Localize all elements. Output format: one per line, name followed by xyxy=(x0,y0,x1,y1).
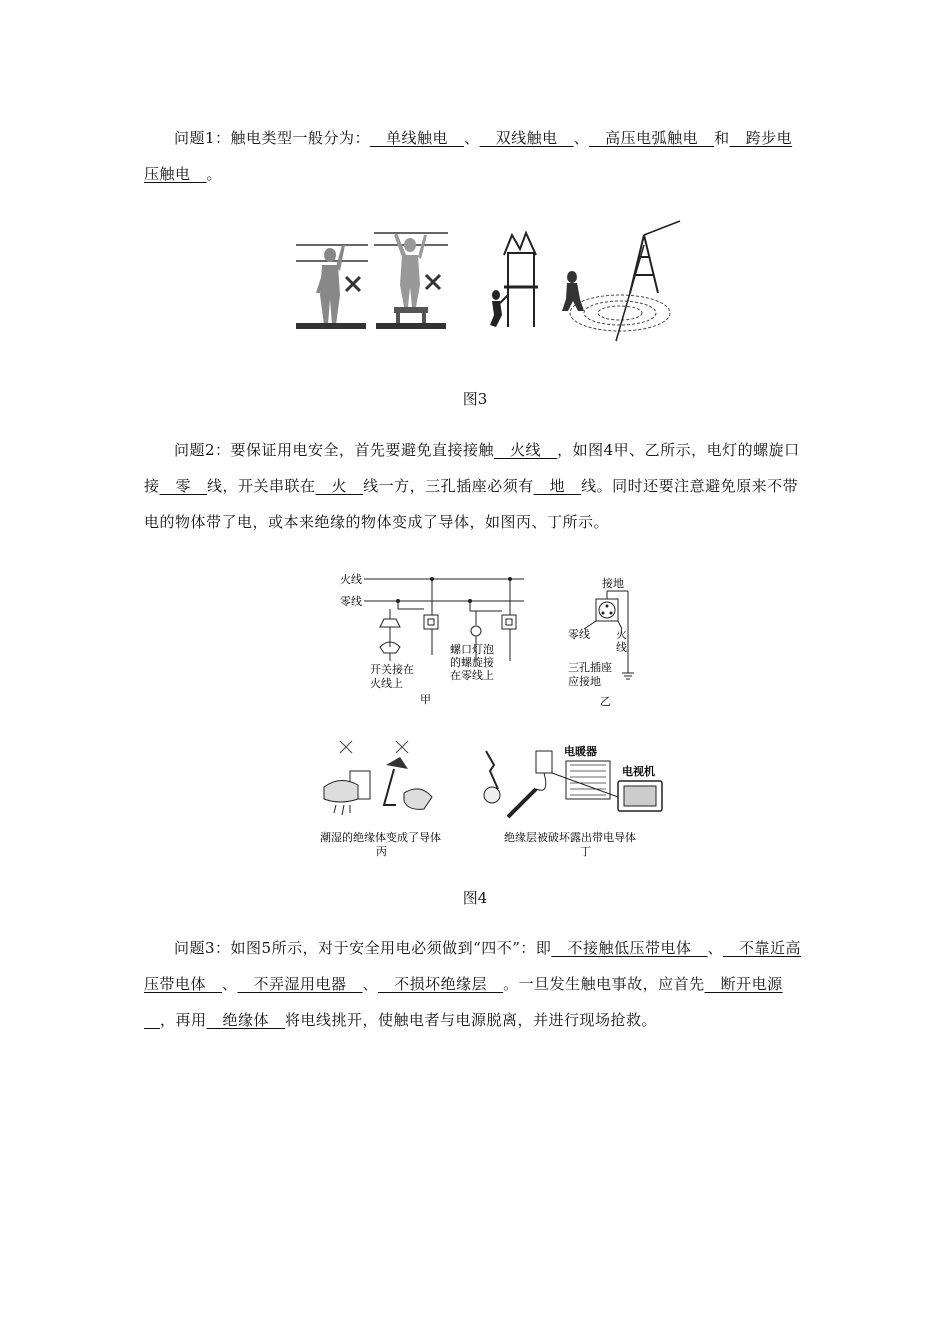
switch-note-line-2: 火线上 xyxy=(370,677,403,690)
q1-answer-2: __双线触电__ xyxy=(479,129,574,147)
q3-answer-5: __断开电源__ xyxy=(144,975,783,1029)
q3-sep-3: 、 xyxy=(362,975,379,993)
question-1 xyxy=(144,120,806,192)
ding-note: 绝缘层被破坏露出带电导体 xyxy=(504,831,636,844)
socket-note-line-1: 三孔插座 xyxy=(568,661,612,674)
q3-answer-6: __绝缘体__ xyxy=(206,1011,286,1029)
figure-yi-label: 乙 xyxy=(600,695,611,708)
q3-answer-3: __不弄湿用电器__ xyxy=(237,975,363,993)
label-huoxian: 火线 xyxy=(340,573,362,586)
q2-answer-2: __零__ xyxy=(159,477,208,495)
q1-sep-2: 、 xyxy=(573,129,590,147)
q2-text-4: 线一方，三孔插座必须有 xyxy=(363,477,534,495)
figure-4-jia-wiring xyxy=(340,572,524,706)
q2-answer-4: __地__ xyxy=(533,477,582,495)
single-line-shock-picture xyxy=(296,245,368,329)
bulb-note-line-1: 螺口灯泡 xyxy=(450,643,494,656)
q3-text-4: 将电线挑开，使触电者与电源脱离，并进行现场抢救。 xyxy=(285,1011,658,1029)
step-voltage-picture xyxy=(562,221,680,341)
figure-3-caption: 图3 xyxy=(462,390,488,408)
q3-sep-1: 、 xyxy=(707,939,723,957)
q1-lead: 问题1：触电类型一般分为： xyxy=(174,129,371,147)
figure-4-ding-damaged xyxy=(484,744,662,858)
bing-note: 潮湿的绝缘体变成了导体 xyxy=(320,831,441,844)
q1-and: 和 xyxy=(714,129,730,147)
q3-answer-1: __不接触低压带电体__ xyxy=(551,939,708,957)
bulb-note-line-3: 在零线上 xyxy=(450,669,494,682)
label-lingxian: 零线 xyxy=(340,595,362,608)
figure-4-bing-wet xyxy=(320,741,441,858)
q2-text-2: ，如图4甲、乙所示，电灯的螺旋口接 xyxy=(144,441,800,495)
question-2 xyxy=(144,432,806,540)
q3-text-1: 问题3：如图5所示，对于安全用电必须做到“四不”：即 xyxy=(174,939,552,957)
label-tv: 电视机 xyxy=(622,765,655,778)
question-3 xyxy=(144,930,806,1038)
q2-text-3: 线，开关串联在 xyxy=(207,477,316,495)
socket-note-line-2: 应接地 xyxy=(568,675,601,688)
q1-answer-4: __跨步电压触电__ xyxy=(144,129,793,183)
switch-note-line-1: 开关接在 xyxy=(370,663,414,676)
q2-text-5: 线。同时还要注意避免原来不带电的物体带了电，或本来绝缘的物体变成了导体，如图丙、丁所示。 xyxy=(144,477,799,531)
q3-text-3: ，再用 xyxy=(160,1011,207,1029)
q1-sep-1: 、 xyxy=(464,129,480,147)
q3-sep-2: 、 xyxy=(222,975,238,993)
figure-4-caption: 图4 xyxy=(462,889,488,907)
q1-end: 。 xyxy=(206,165,223,183)
yi-label-lingxian: 零线 xyxy=(568,628,590,641)
double-line-shock-picture xyxy=(374,233,448,329)
high-voltage-arc-picture xyxy=(490,233,538,327)
yi-label-huo: 火 xyxy=(616,628,627,641)
q2-answer-3: __火__ xyxy=(315,477,364,495)
label-jiedi: 接地 xyxy=(602,577,624,590)
q1-answer-1: __单线触电__ xyxy=(370,129,465,147)
label-heater: 电暖器 xyxy=(564,745,597,758)
q3-text-2: 。一旦发生触电事故，应首先 xyxy=(503,975,705,993)
yi-label-xian: 线 xyxy=(616,641,627,654)
q3-answer-4: __不损坏绝缘层__ xyxy=(378,975,504,993)
figure-3-illustration xyxy=(290,215,700,355)
figure-4-yi-socket xyxy=(568,576,634,708)
figure-jia-label: 甲 xyxy=(420,693,431,706)
q2-text-1: 问题2：要保证用电安全，首先要避免直接接触 xyxy=(174,441,495,459)
bulb-note-line-2: 的螺旋接 xyxy=(450,656,494,669)
q2-answer-1: __火线__ xyxy=(494,441,558,459)
figure-4-illustration xyxy=(300,565,680,865)
q3-answer-2: __不靠近高压带电体__ xyxy=(144,939,801,993)
figure-ding-label: 丁 xyxy=(580,845,591,858)
q1-answer-3: __高压电弧触电__ xyxy=(589,129,715,147)
figure-bing-label: 丙 xyxy=(376,845,387,858)
